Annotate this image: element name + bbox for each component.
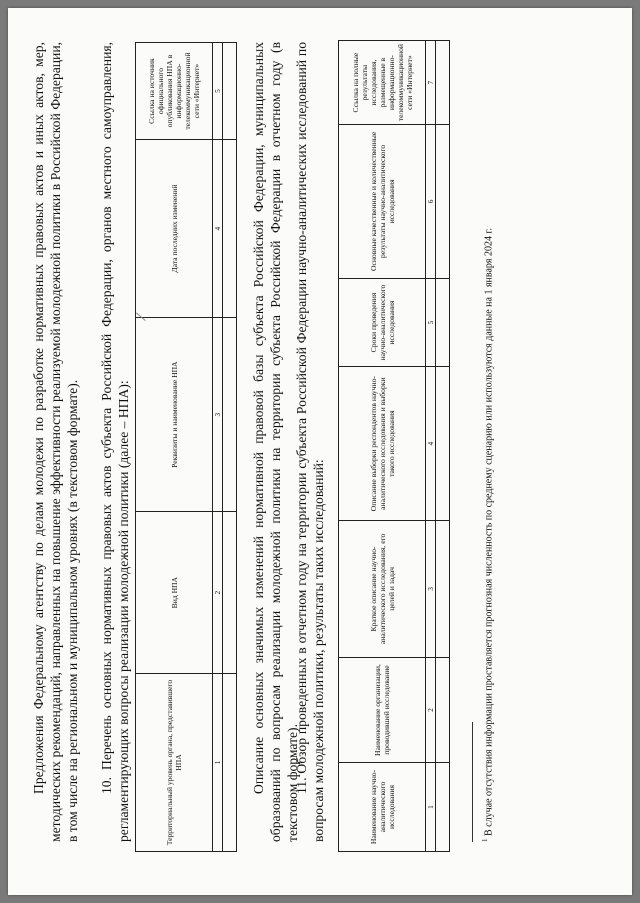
col-number: 7: [426, 40, 436, 124]
table-cell: [436, 520, 450, 657]
col-number: 3: [426, 520, 436, 657]
col-number: 5: [426, 278, 436, 367]
table-cell: [436, 40, 450, 124]
col-number: 1: [213, 673, 223, 851]
col-number: 6: [426, 124, 436, 277]
npa-col-date: Дата последних изменений: [136, 139, 213, 317]
table-cell: [223, 511, 237, 673]
table-cell: [223, 317, 237, 511]
npa-table: [135, 42, 237, 852]
research-col-org: Наименование организации, проводившей исследование: [339, 657, 426, 762]
document-page: [8, 8, 632, 895]
research-table: [338, 40, 450, 852]
research-col-results: Основные качественные и количественные результаты научно-аналитического исследования: [339, 124, 426, 277]
col-number: 2: [426, 657, 436, 762]
table-row: [426, 40, 436, 851]
col-number: 2: [213, 511, 223, 673]
table-cell: [436, 278, 450, 367]
col-number: 4: [213, 139, 223, 317]
research-col-description: Краткое описание научно-аналитического исследования, его целей и задач: [339, 520, 426, 657]
rotated-content: [20, 22, 620, 882]
col-number: 5: [213, 42, 223, 139]
table-row: [213, 42, 223, 851]
research-col-dates: Сроки проведения научно-аналитического исследования: [339, 278, 426, 367]
table-cell: [223, 139, 237, 317]
col-number: 1: [426, 762, 436, 851]
table-cell: [436, 657, 450, 762]
research-col-link: Ссылка на полные результаты исследования, размещенные в информационно-телекоммуникационной сети «Интернет»: [339, 40, 426, 124]
npa-col-type: Вид НПА: [136, 511, 213, 673]
paragraph-proposals: Предложения Федеральному агентству по делам молодежи по разработке нормативных правовых актов и иных актов, мер, методических рекомендаций, направленных на повышение эффективности реализуемой молодежной политики в Российской Федерации, в том числе на региональном и муниципальном уровнях (в текстовом формате).: [31, 41, 80, 842]
col-number: 3: [213, 317, 223, 511]
paragraph-npa-list: 10. Перечень основных нормативных правовых актов субъекта Российской Федерации, органов местного самоуправления, регламентирующих вопросы реализации молодежной политики (далее – НПА):: [99, 41, 131, 842]
table-cell: [436, 762, 450, 851]
table-cell: [223, 42, 237, 139]
footnote: [479, 42, 495, 842]
table-cell: [436, 367, 450, 520]
research-col-sample: Описание выборки респондентов научно-аналитического исследования и выборки такого исследования: [339, 367, 426, 520]
table-cell: [223, 673, 237, 851]
col-number: 4: [426, 367, 436, 520]
npa-col-details: Реквизиты и наименование НПА: [136, 317, 213, 511]
footnote-separator: [472, 722, 473, 842]
research-col-name: Наименование научно-аналитического исследования: [339, 762, 426, 851]
paragraph-research: 11. Обзор проведенных в отчетном году на территории субъекта Российской Федерации научно-аналитических исследований по вопросам молодежной политики, результаты таких исследований:: [294, 41, 326, 842]
table-cell: [436, 124, 450, 277]
npa-col-level: Территориальный уровень органа, представившего НПА: [136, 673, 213, 851]
npa-col-link: Ссылка на источник официального опубликования НПА в информационно-телекоммуникационной сети «Интернет»: [136, 42, 213, 139]
footnote-text: В случае отсутствия информации проставляется прогнозная численность по среднему сценарию или используются данные на 1 января 2024 г.: [483, 227, 495, 836]
table-row: [436, 40, 450, 851]
paragraph-changes: Описание основных значимых изменений нормативной правовой базы субъекта Российской Федерации, муниципальных образований по вопросам реализации молодежной политики на территории субъекта Российской Федерации в отчетном году (в текстовом формате).: [251, 41, 300, 842]
footnote-marker: 1: [481, 838, 489, 842]
table-row: [223, 42, 237, 851]
